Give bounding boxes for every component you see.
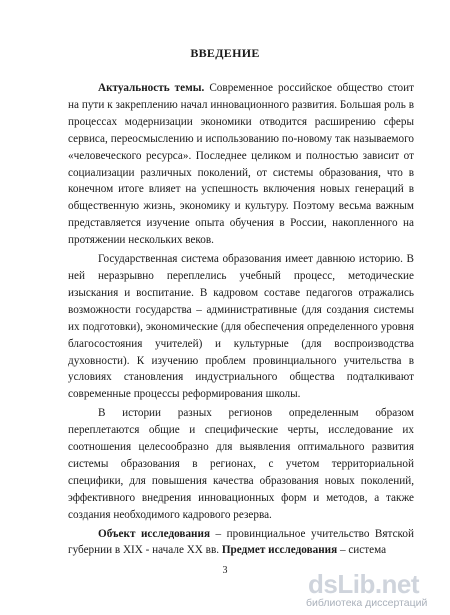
relevance-heading: Актуальность темы. [98, 82, 205, 94]
object-text: – провинциальное учительство Вятской губернии в XIX - начале XX вв. [68, 527, 414, 557]
body-text [68, 80, 414, 559]
page-number: 3 [222, 565, 228, 576]
paragraph-relevance [68, 80, 414, 249]
subject-heading: Предмет исследования [221, 544, 338, 557]
paragraph-regions: В истории разных регионов определенным образом переплетаются общие и специфические черты, исследование их соотношения целесообразно для выявления оптимального развития системы образования в регионах, с учетом территориальной специфики, для повышения качества образования новых поколений, эффективного внедрения инновационных форм и методов, а также создания необходимого кадрового резерва. [68, 407, 414, 521]
paragraph-state-system: Государственная система образования имеет давнюю историю. В ней неразрывно переплелись учебный процесс, методические изыскания и воспитание. В кадровом составе педагогов отражались возможности государства – административные (для создания системы их подготовки), экономические (для обеспечения определенного уровня благосостояния учителей) и культурные (для воспроизводства духовности). К изучению проблем провинциального учительства в условиях становления индустриального общества подталкивают современные процессы реформирования школы. [68, 253, 414, 401]
page-title: ВВЕДЕНИЕ [190, 46, 260, 60]
relevance-text: Современное российское общество стоит на пути к закреплению начал инновационного развития. Большая роль в процессах модернизации экономики отводится расширению сферы сервиса, переосмыслению и использованию по-новому так называемого «человеческого ресурса». Последнее целиком и полностью зависит от социализации различных поколений, от системы образования, что в конечном итоге влияет на успешность включения новых генераций в общественную жизнь, экономику и культуру. Поэтому весьма важным представляется изучение опыта обучения в России, накопленного на протяжении нескольких веков. [68, 82, 414, 247]
dslib-watermark [302, 571, 440, 609]
object-heading: Объект исследования [98, 527, 210, 540]
paragraph-object-subject [68, 526, 414, 560]
watermark-logo: dsLib.net [308, 569, 420, 599]
watermark-subtitle: библиотека диссертаций [306, 597, 428, 609]
subject-text: – система [337, 544, 387, 557]
